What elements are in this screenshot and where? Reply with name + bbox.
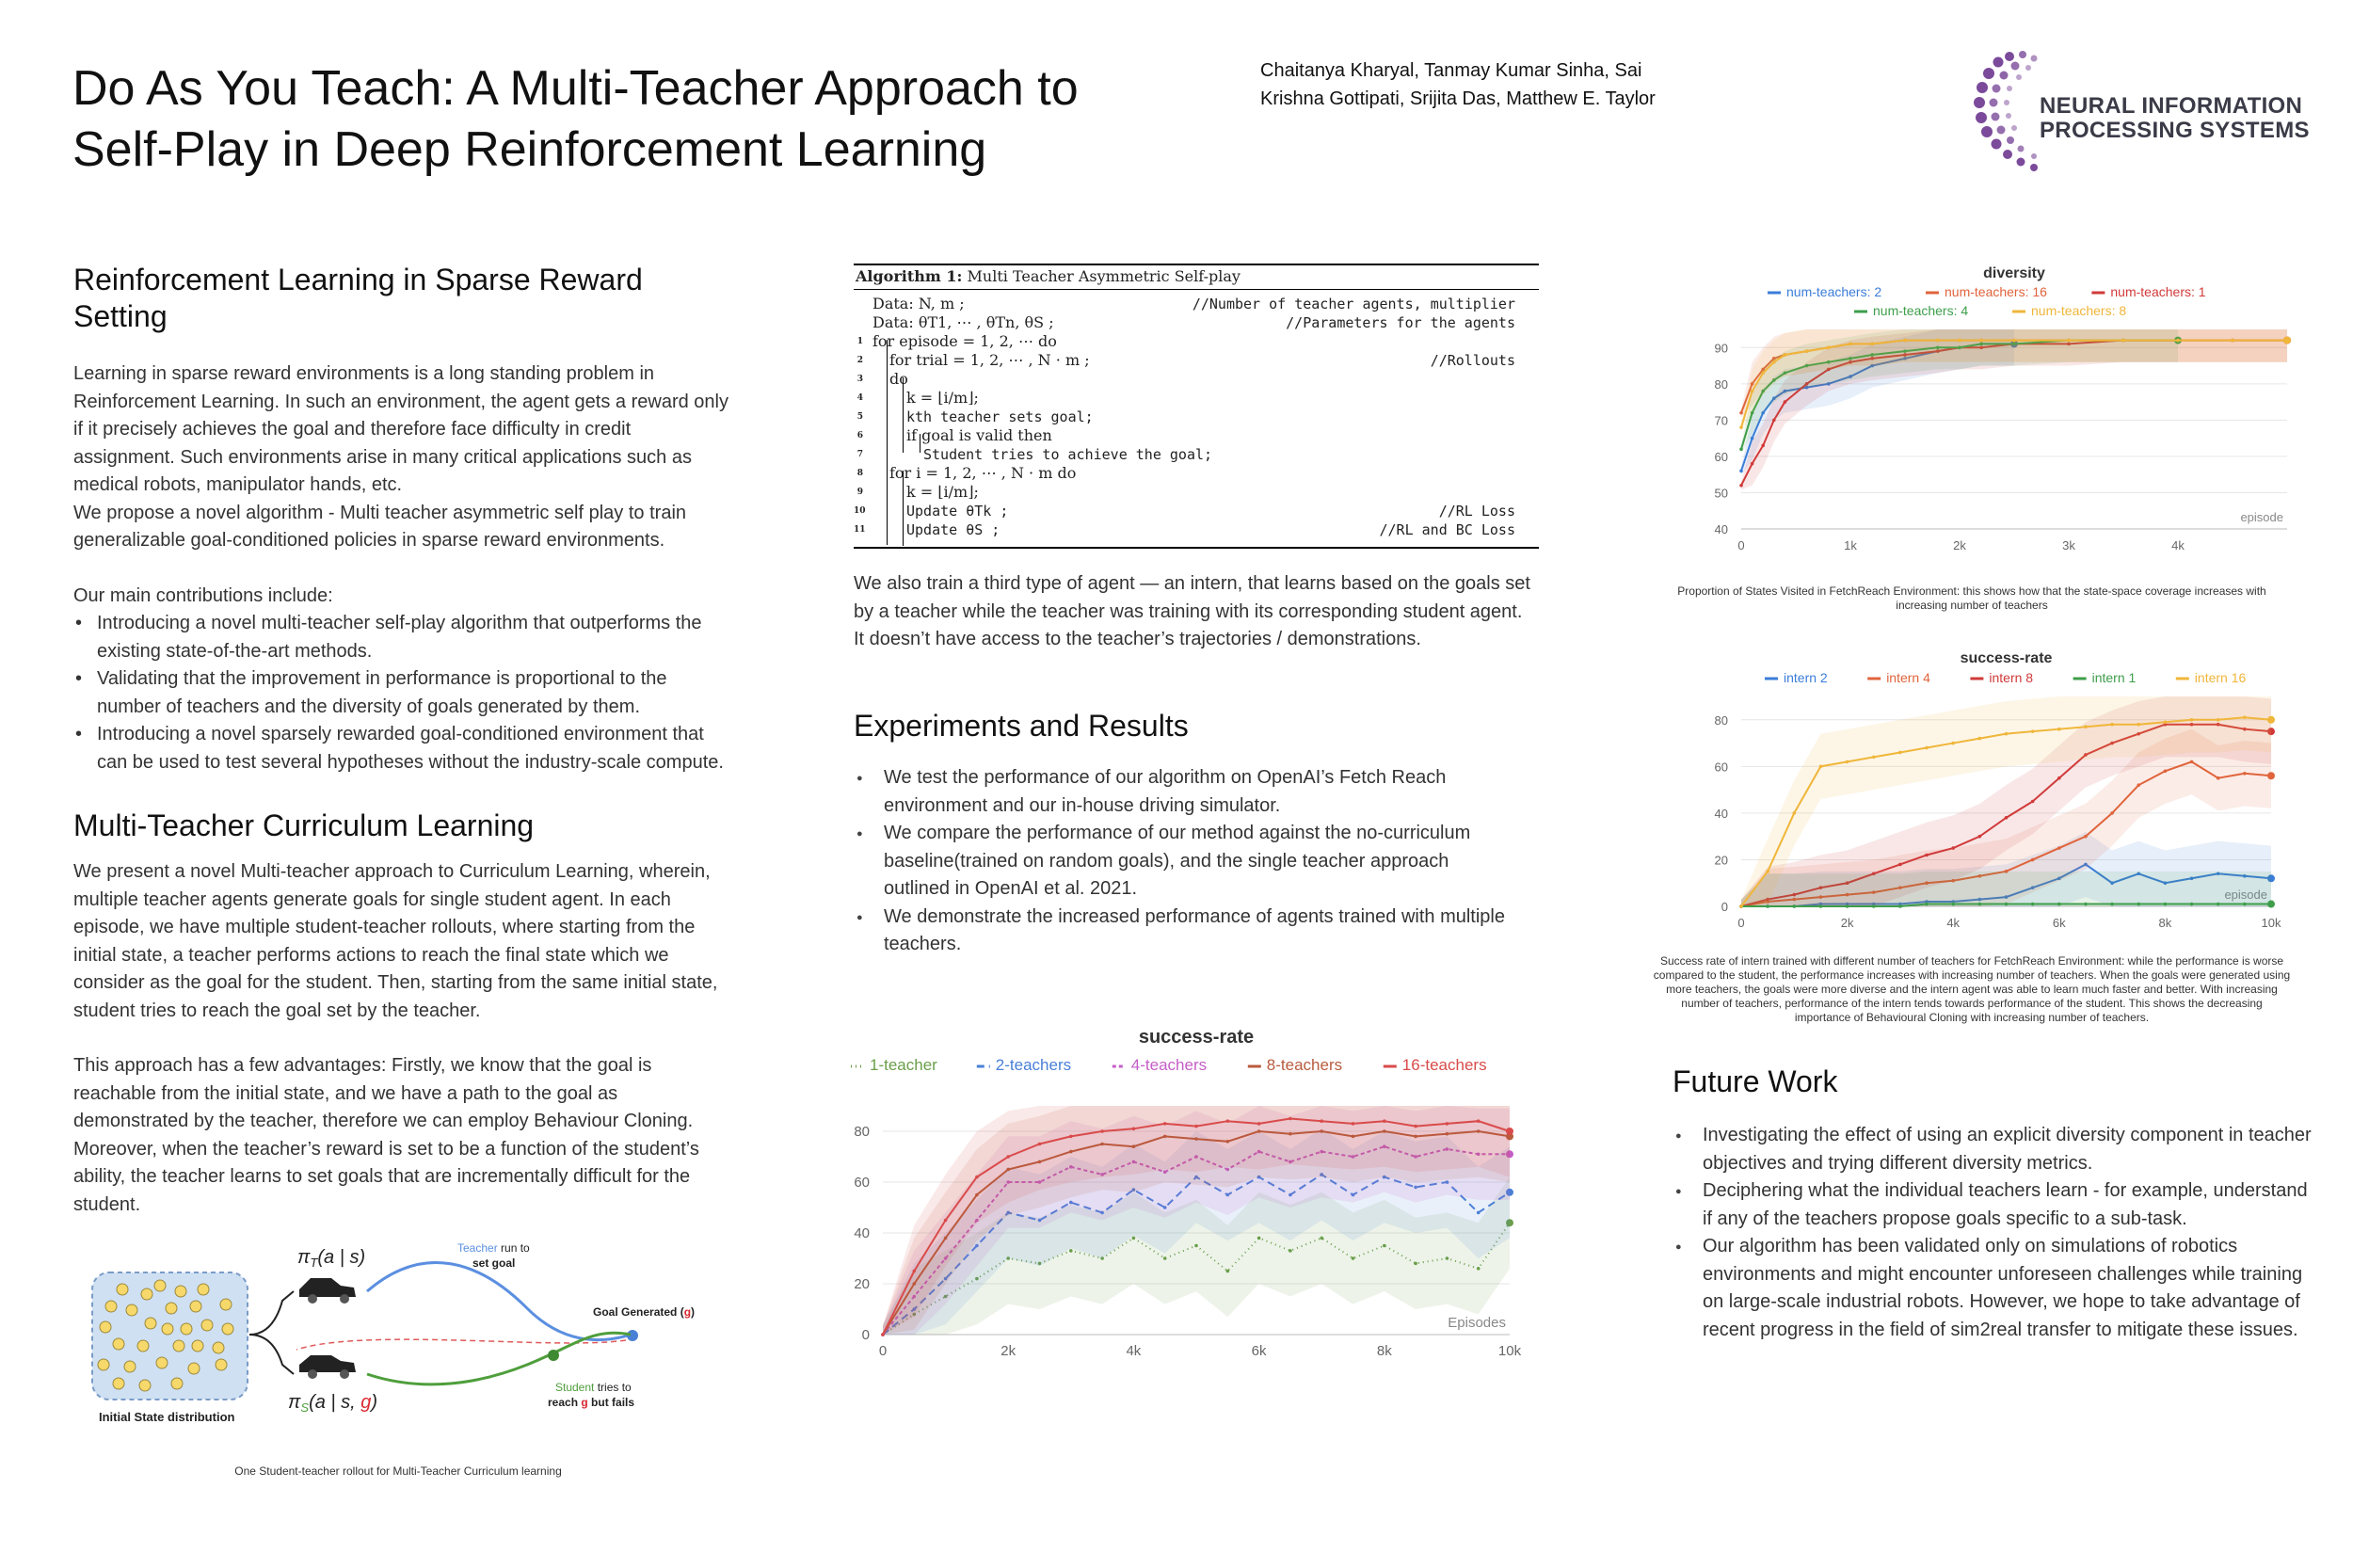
teacher-run-label: Teacher run to: [457, 1241, 530, 1255]
legend-label: intern 16: [2194, 670, 2247, 685]
data-point: [2217, 776, 2220, 780]
branch-down-arrow: [249, 1335, 294, 1374]
data-point: [1320, 1119, 1323, 1123]
title-line-2: Self-Play in Deep Reinforcement Learning: [72, 122, 987, 177]
algo-line-code: Update θS ;: [906, 521, 1000, 538]
legend-label: 1-teacher: [870, 1056, 937, 1074]
algo-line-number: 1: [856, 337, 863, 346]
legend-label: 16-teachers: [1401, 1056, 1487, 1074]
data-point: [1477, 1211, 1481, 1215]
algo-line-number: 10: [854, 506, 866, 516]
y-tick-label: 20: [1714, 853, 1728, 868]
y-tick-label: 0: [1721, 900, 1728, 914]
x-tick-label: 10k: [1497, 1343, 1522, 1359]
diversity-caption: Proportion of States Visited in FetchReach Environment: this shows how that the state-space coverage increases with increasing number of teachers: [1677, 584, 2266, 612]
data-point: [1006, 1155, 1010, 1159]
x-tick-label: 0: [1737, 916, 1745, 930]
data-point: [2137, 723, 2140, 727]
teacher-car-icon: [299, 1278, 356, 1304]
section-heading-future: Future Work: [1673, 1064, 1838, 1098]
data-point: [1766, 904, 1769, 908]
algo-line: [854, 464, 1539, 483]
student-policy-label: $\pi_S(a$ | s, g): [288, 1392, 378, 1415]
legend-label: 4-teachers: [1130, 1056, 1208, 1074]
list-item: • Introducing a novel sparsely rewarded goal-conditioned environment that can be used to test several hypotheses without the industry-scale compute.: [73, 721, 732, 776]
data-point: [1872, 756, 1876, 760]
intern-caption: Success rate of intern trained with different number of teachers for FetchReach Environment: while the performance is worse compared to the student, the performance increases with increasing number of teachers. When the goals were generated using more teachers, the goals were more diverse and the intern agent was able to learn much faster and better. With increasing number of teachers, performance of the intern tends towards performance of the student. This shows the decreasing importance of Behavioural Cloning with increasing number of teachers.: [1653, 954, 2291, 1024]
series-end-marker: [2267, 716, 2275, 724]
data-point: [1132, 1237, 1136, 1240]
algo-line-number: 5: [856, 412, 863, 422]
data-point: [1163, 1256, 1167, 1260]
data-point: [1477, 1119, 1481, 1123]
data-point: [1951, 903, 1955, 906]
algo-line-number: 2: [856, 356, 863, 365]
results-list: [854, 764, 1513, 959]
data-point: [1827, 345, 1831, 349]
data-point: [1320, 1237, 1323, 1240]
x-tick-label: 8k: [2158, 916, 2172, 930]
y-tick-label: 90: [1714, 341, 1728, 356]
data-point: [1805, 349, 1809, 353]
data-point: [2110, 811, 2114, 815]
data-point: [1872, 904, 1876, 908]
goal-generated-label: Goal Generated (g): [593, 1305, 696, 1319]
data-point: [2067, 339, 2071, 343]
legend-label: num-teachers: 1: [2110, 284, 2206, 299]
student-tries-label: Student tries to: [555, 1381, 632, 1394]
y-tick-label: 80: [1714, 376, 1728, 392]
authors: [1260, 56, 1693, 113]
data-point: [1163, 1122, 1167, 1126]
data-point: [1038, 1143, 1042, 1146]
data-point: [1477, 1267, 1481, 1271]
section-heading-rl: [73, 262, 732, 335]
data-point: [2137, 903, 2140, 906]
diagram-caption: One Student-teacher rollout for Multi-Teacher Curriculum learning: [234, 1464, 562, 1478]
data-point: [1951, 742, 1955, 745]
algo-line: [854, 502, 1539, 520]
algo-line-code: Student tries to achieve the goal;: [923, 446, 1213, 463]
data-point: [2243, 772, 2247, 776]
x-tick-label: 8k: [1376, 1343, 1392, 1359]
x-tick-label: 1k: [1844, 538, 1857, 552]
data-point: [1958, 339, 1961, 343]
data-point: [2057, 776, 2061, 780]
algo-scope-1: [887, 340, 888, 545]
algo-line-number: 3: [856, 375, 863, 384]
section-results-body: [854, 764, 1513, 959]
algo-line: [854, 389, 1539, 408]
data-point: [1846, 760, 1849, 764]
x-tick-label: 2k: [1953, 538, 1966, 552]
initial-state-label: Initial State distribution: [99, 1410, 235, 1424]
algo-line-code: do: [889, 370, 908, 388]
data-point: [2057, 728, 2061, 731]
algo-scope-4: [903, 471, 904, 546]
data-point: [2164, 769, 2168, 773]
list-item: ● Investigating the effect of using an explicit diversity component in teacher objectives and trying different diversity metrics.: [1673, 1122, 2322, 1177]
data-point: [1383, 1244, 1386, 1248]
x-tick-label: 4k: [2171, 538, 2185, 552]
data-point: [2057, 903, 2061, 906]
algo-line: [854, 445, 1539, 464]
data-point: [2176, 339, 2180, 343]
chart-title: diversity: [1983, 265, 2045, 281]
series-end-marker: [2267, 772, 2275, 779]
algo-line: [854, 295, 1539, 313]
algo-line-number: 11: [854, 525, 866, 535]
data-point: [1819, 904, 1823, 908]
list-item: ● We compare the performance of our method against the no-curriculum baseline(trained on random goals), and the single teacher approach outlined in OpenAI et al. 2021.: [854, 820, 1513, 904]
data-point: [2005, 732, 2009, 736]
data-point: [975, 1176, 979, 1179]
algo-line-code: k = ⌊i/m⌋;: [906, 389, 979, 407]
branch-up-arrow: [249, 1291, 294, 1335]
algo-line: [854, 426, 1539, 445]
intern-paragraph: We also train a third type of agent — an intern, that learns based on the goals set by a teacher while the teacher was training with its corresponding student agent. It doesn’t have access to the teacher’s trajectories / demonstrations.: [854, 573, 1530, 649]
section-future-body: [1673, 1122, 2322, 1344]
data-point: [944, 1219, 948, 1223]
legend-label: intern 4: [1886, 670, 1930, 685]
chart-title: success-rate: [1960, 650, 2053, 666]
algo-line-number: 8: [856, 469, 863, 478]
algo-line: [854, 313, 1539, 332]
data-point: [1194, 1244, 1198, 1248]
data-point: [2084, 903, 2088, 906]
contributions-list: [73, 610, 732, 776]
list-item: ● We demonstrate the increased performance of agents trained with multiple teachers.: [854, 904, 1513, 959]
data-point: [2190, 760, 2194, 764]
algo-line: [854, 351, 1539, 370]
x-tick-label: 0: [1737, 538, 1745, 552]
data-point: [1978, 835, 1982, 839]
data-point: [1925, 903, 1929, 906]
y-tick-label: 80: [1714, 712, 1728, 728]
logo-line-1: NEURAL INFORMATION: [2040, 93, 2303, 119]
data-point: [2121, 339, 2125, 343]
algorithm-box: [854, 261, 1539, 549]
data-point: [1870, 343, 1874, 346]
title-line-1: Do As You Teach: A Multi-Teacher Approach to: [72, 61, 1079, 116]
data-point: [1069, 1249, 1073, 1253]
x-tick-label: 0: [878, 1343, 888, 1359]
legend-label: num-teachers: 4: [1873, 303, 1969, 318]
algo-line-comment: //Parameters for the agents: [1286, 314, 1515, 331]
y-tick-label: 60: [854, 1175, 870, 1191]
data-point: [2031, 903, 2035, 906]
legend-label: 8-teachers: [1266, 1056, 1343, 1074]
x-tick-label: 2k: [1000, 1343, 1016, 1359]
contrib-intro: Our main contributions include:: [73, 584, 333, 606]
data-point: [1739, 447, 1743, 451]
algo-line-code: for i = 1, 2, ⋯ , N · m do: [889, 464, 1077, 482]
legend-label: 2-teachers: [995, 1056, 1072, 1074]
data-point: [1793, 904, 1797, 908]
legend-label: num-teachers: 2: [1786, 284, 1882, 299]
data-point: [1751, 437, 1754, 440]
list-item: ● We test the performance of our algorithm on OpenAI’s Fetch Reach environment and our in-house driving simulator.: [854, 764, 1513, 820]
algo-line-number: 7: [856, 450, 863, 459]
data-point: [1352, 1256, 1355, 1260]
data-point: [1739, 425, 1743, 429]
set-goal-label: set goal: [472, 1256, 516, 1270]
data-point: [1846, 904, 1849, 908]
rollout-diagram-svg: [85, 1224, 734, 1440]
data-point: [1903, 339, 1907, 343]
data-point: [1739, 484, 1743, 488]
data-point: [1849, 343, 1852, 346]
data-point: [2190, 718, 2194, 722]
chart-title: success-rate: [1138, 1027, 1255, 1048]
data-point: [1751, 462, 1754, 466]
data-point: [1383, 1119, 1386, 1123]
x-tick-label: 10k: [2261, 916, 2281, 930]
mtcl-para-1: We present a novel Multi-teacher approach to Curriculum Learning, wherein, multiple teacher agents generate goals for single student agent. In each episode, we have multiple student-teacher rollouts, where starting from the initial state, a teacher performs actions to reach the final state which we consider as the goal for the student. Then, starting from the same initial state, student tries to reach the goal set by the teacher.: [73, 861, 718, 1021]
x-tick-label: 6k: [2052, 916, 2066, 930]
algo-line-code: kth teacher sets goal;: [906, 408, 1094, 425]
data-point: [2012, 339, 2016, 343]
data-point: [2031, 858, 2035, 862]
teacher-trajectory: [367, 1262, 632, 1339]
data-point: [1772, 360, 1776, 364]
data-point: [2164, 903, 2168, 906]
data-point: [1898, 863, 1902, 867]
data-point: [1751, 390, 1754, 393]
data-point: [1898, 904, 1902, 908]
algo-line-code: Data: θT1, ⋯ , θTn, θS ;: [872, 313, 1054, 331]
data-point: [881, 1333, 885, 1336]
algo-scope-2: [903, 377, 904, 453]
algo-line-code: k = ⌊i/m⌋;: [906, 483, 979, 501]
data-point: [1446, 1256, 1449, 1260]
data-point: [2005, 903, 2009, 906]
data-point: [2057, 846, 2061, 850]
diversity-chart: [1694, 254, 2306, 565]
x-tick-label: 2k: [1840, 916, 1854, 930]
data-point: [2110, 903, 2114, 906]
series-end-marker: [1506, 1128, 1513, 1135]
algo-title-text: Multi Teacher Asymmetric Self-play: [962, 267, 1241, 285]
algo-rule-bottom: [854, 547, 1539, 549]
success-rate-chart: [838, 1016, 1525, 1374]
algo-line-code: for trial = 1, 2, ⋯ , N · m ;: [889, 351, 1090, 369]
algo-title-bold: Algorithm 1:: [856, 267, 963, 285]
data-point: [2084, 835, 2088, 839]
data-point: [1819, 765, 1823, 769]
logo-line-2: PROCESSING SYSTEMS: [2040, 118, 2310, 143]
x-tick-label: 3k: [2062, 538, 2075, 552]
y-tick-label: 0: [861, 1327, 870, 1343]
list-item: ● Our algorithm has been validated only on simulations of robotics environments and might encounter unforeseen challenges while training on large-scale industrial robots. However, we hope to take advantage of recent progress in the field of sim2real transfer to mitigate these issues.: [1673, 1233, 2322, 1344]
list-item: • Introducing a novel multi-teacher self-play algorithm that outperforms the existing state-of-the-art methods.: [73, 610, 732, 665]
neurips-logo: [1972, 45, 2329, 196]
reach-g-label: reach g but fails: [548, 1396, 635, 1409]
data-point: [1446, 1122, 1449, 1126]
algo-line-number: 6: [856, 431, 863, 440]
data-point: [1132, 1128, 1136, 1131]
algo-line: [854, 370, 1539, 389]
heading-line-1: Reinforcement Learning in Sparse Reward: [73, 263, 643, 296]
heading-line-2: Setting: [73, 299, 168, 333]
legend-label: num-teachers: 16: [1945, 284, 2047, 299]
data-point: [1226, 1119, 1230, 1123]
data-point: [1979, 339, 1983, 343]
data-point: [1978, 903, 1982, 906]
section-heading-mtcl: Multi-Teacher Curriculum Learning: [73, 808, 535, 842]
data-point: [2190, 903, 2194, 906]
data-point: [1289, 1117, 1292, 1121]
data-point: [1951, 846, 1955, 850]
rollout-diagram: [85, 1224, 734, 1440]
algo-line-comment: //RL Loss: [1438, 503, 1515, 520]
algo-line-number: 9: [856, 488, 863, 497]
y-tick-label: 70: [1714, 413, 1728, 428]
algo-line-comment: //Rollouts: [1430, 352, 1515, 369]
legend-label: num-teachers: 8: [2031, 303, 2127, 318]
y-tick-label: 40: [1714, 806, 1728, 821]
algo-line: [854, 483, 1539, 502]
algo-line-number: 4: [856, 393, 863, 403]
legend-label: intern 8: [1989, 670, 2034, 685]
data-point: [1784, 353, 1787, 357]
data-point: [1793, 811, 1797, 815]
data-point: [1100, 1129, 1104, 1133]
neurips-logo-mark-icon: [1972, 45, 2047, 196]
data-point: [2137, 783, 2140, 787]
data-point: [2243, 716, 2247, 720]
data-point: [2217, 718, 2220, 722]
student-end-point: [548, 1350, 559, 1361]
algo-title: [856, 267, 1541, 286]
data-point: [1766, 870, 1769, 873]
rl-para-2: We propose a novel algorithm - Multi teacher asymmetric self play to train generalizable goal-conditioned policies in sparse reward environments.: [73, 502, 687, 551]
algo-line-comment: //Number of teacher agents, multiplier: [1192, 296, 1515, 312]
data-point: [1739, 904, 1743, 908]
x-axis-label: episode: [2224, 888, 2267, 902]
data-point: [1194, 1125, 1198, 1128]
algo-line-code: Data: N, m ;: [872, 295, 965, 312]
data-point: [2217, 903, 2220, 906]
poster-title: [72, 58, 1202, 181]
list-item: ● Deciphering what the individual teachers learn - for example, understand if any of the teachers propose goals specific to a sub-task.: [1673, 1177, 2322, 1233]
data-point: [2243, 903, 2247, 906]
y-tick-label: 60: [1714, 760, 1728, 775]
data-point: [1925, 854, 1929, 857]
section-rl-body: [73, 360, 732, 776]
data-point: [1257, 1237, 1261, 1240]
mtcl-para-2: This approach has a few advantages: Firstly, we know that the goal is reachable from the initial state, and we have a path to the goal as demonstrated by the teacher, therefore we can employ Behaviour Cloning. Moreover, when the teacher’s reward is set to be a function of the student’s ability, the teacher learns to set goals that are incrementally difficult for the student.: [73, 1055, 699, 1215]
algo-line-code: for episode = 1, 2, ⋯ do: [872, 332, 1057, 350]
y-tick-label: 50: [1714, 486, 1728, 501]
data-point: [1761, 371, 1765, 375]
intern-success-chart: [1694, 640, 2306, 941]
algo-line-comment: //RL and BC Loss: [1379, 521, 1515, 538]
data-point: [2031, 729, 2035, 733]
algo-line: [854, 520, 1539, 539]
authors-line-2: Krishna Gottipati, Srijita Das, Matthew E. Taylor: [1260, 88, 1656, 109]
algo-line: [854, 332, 1539, 351]
y-tick-label: 40: [1714, 522, 1728, 536]
x-axis-label: episode: [2240, 510, 2283, 524]
data-point: [913, 1270, 917, 1273]
series-band: [1741, 872, 2271, 906]
data-point: [1069, 1135, 1073, 1139]
x-tick-label: 4k: [1126, 1343, 1142, 1359]
data-point: [1978, 737, 1982, 741]
future-list: [1673, 1122, 2322, 1344]
data-point: [1936, 339, 1940, 343]
authors-line-1: Chaitanya Kharyal, Tanmay Kumar Sinha, Sai: [1260, 60, 1642, 81]
data-point: [1289, 1249, 1292, 1253]
data-point: [1352, 1122, 1355, 1126]
teacher-policy-label: $\pi_T(a$ | s): [297, 1247, 366, 1270]
series-end-marker: [2283, 337, 2291, 344]
data-point: [2005, 816, 2009, 820]
y-tick-label: 60: [1714, 449, 1728, 464]
legend-label: intern 1: [2091, 670, 2137, 685]
data-point: [1772, 419, 1776, 423]
algo-rule-mid: [854, 289, 1539, 290]
data-point: [1784, 400, 1787, 404]
list-item: • Validating that the improvement in performance is proportional to the number of teachers and the diversity of goals generated by them.: [73, 665, 732, 721]
y-tick-label: 40: [854, 1225, 870, 1241]
data-point: [1226, 1270, 1230, 1273]
data-point: [1898, 751, 1902, 755]
legend-label: intern 2: [1784, 670, 1828, 685]
algo-line: [854, 408, 1539, 426]
section-heading-results: Experiments and Results: [854, 709, 1189, 743]
data-point: [1761, 444, 1765, 448]
student-car-icon: [299, 1355, 356, 1379]
y-tick-label: 80: [854, 1124, 870, 1140]
data-point: [1414, 1262, 1417, 1266]
neurips-logo-text: [2040, 94, 2310, 143]
data-point: [1257, 1122, 1261, 1126]
data-point: [2110, 723, 2114, 727]
data-point: [2031, 800, 2035, 804]
rl-para-1: Learning in sparse reward environments is a long standing problem in Reinforcement Learning. In such an environment, the agent gets a reward only if it precisely achieves the goal and therefore face difficulty in credit assignment. Such environments arise in many critical applications such as medical robots, manipulator hands, etc.: [73, 363, 728, 495]
data-point: [2164, 720, 2168, 724]
x-tick-label: 6k: [1251, 1343, 1267, 1359]
data-point: [2231, 339, 2234, 343]
y-tick-label: 20: [854, 1276, 870, 1292]
x-tick-label: 4k: [1946, 916, 1961, 930]
x-axis-label: Episodes: [1448, 1315, 1506, 1331]
data-point: [1739, 411, 1743, 415]
section-mtcl-body: [73, 858, 723, 1219]
series-end-marker: [2267, 901, 2275, 908]
data-point: [1925, 746, 1929, 750]
algo-line-code: Update θTk ;: [906, 503, 1009, 520]
algo-rule-top: [854, 264, 1539, 265]
data-point: [1739, 470, 1743, 473]
data-point: [1414, 1125, 1417, 1128]
data-point: [2084, 725, 2088, 728]
algo-line-code: if goal is valid then: [906, 426, 1052, 444]
